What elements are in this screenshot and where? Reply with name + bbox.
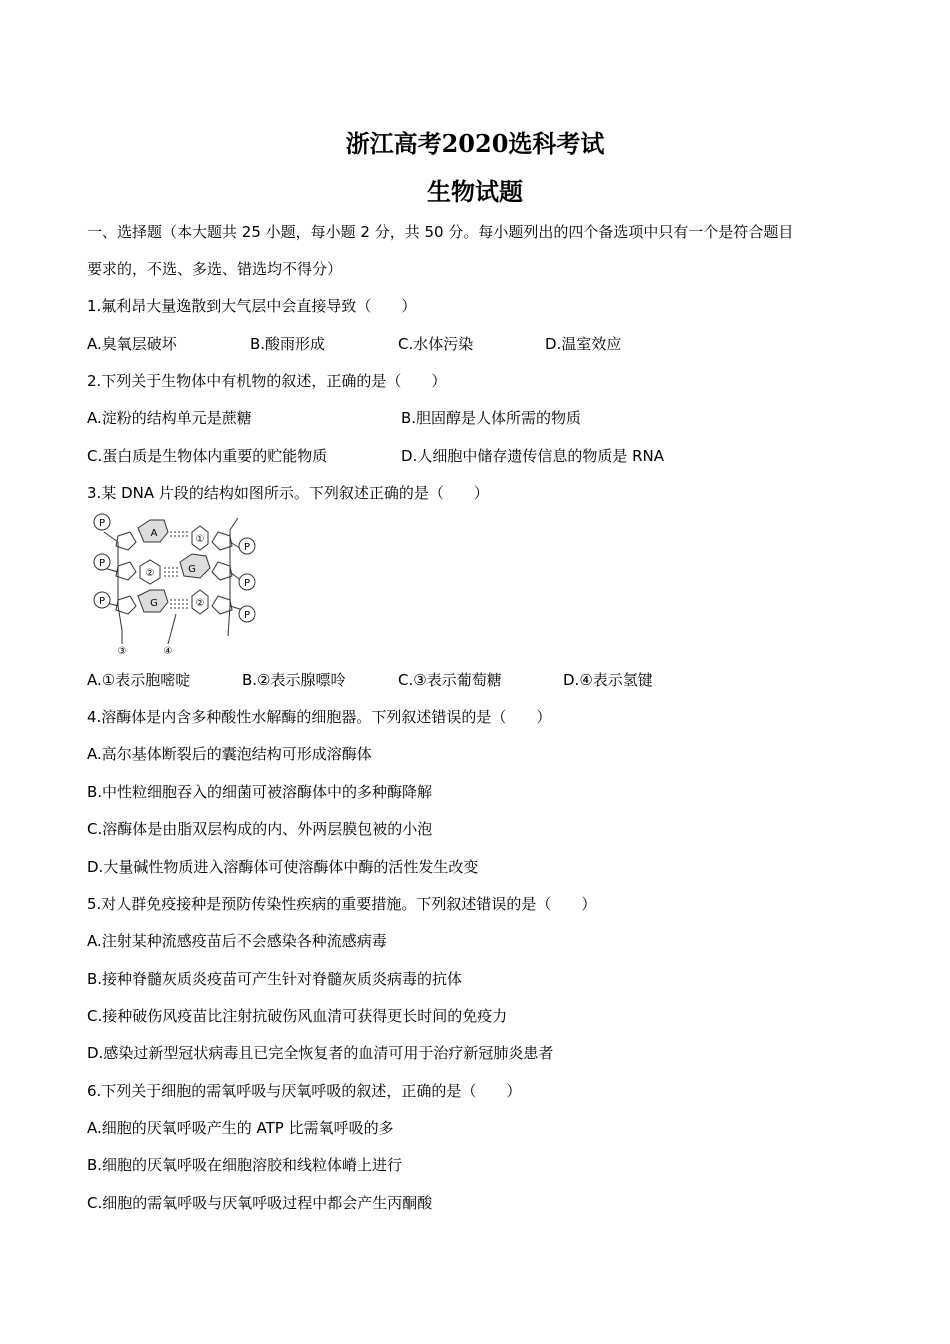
section-intro-line-1: 一、选择题（本大题共 25 小题，每小题 2 分，共 50 分。每小题列出的四个备选项中只有一个是符合题目 <box>87 223 794 241</box>
question-5-option-b: B.接种脊髓灰质炎疫苗可产生针对脊髓灰质炎病毒的抗体 <box>87 970 463 988</box>
question-5-stem: 5.对人群免疫接种是预防传染性疾病的重要措施。下列叙述错误的是（ ） <box>87 895 597 913</box>
label-4: ④ <box>163 646 173 657</box>
dna-structure-figure <box>88 510 263 660</box>
question-3-option-b: B.②表示腺嘌呤 <box>242 671 346 689</box>
question-5-option-c: C.接种破伤风疫苗比注射抗破伤风血清可获得更长时间的免疫力 <box>87 1007 508 1025</box>
question-2-option-b: B.胆固醇是人体所需的物质 <box>401 409 582 427</box>
question-3-option-a: A.①表示胞嘧啶 <box>87 671 191 689</box>
question-6-option-c: C.细胞的需氧呼吸与厌氧呼吸过程中都会产生丙酮酸 <box>87 1194 433 1212</box>
question-6-stem: 6.下列关于细胞的需氧呼吸与厌氧呼吸的叙述，正确的是（ ） <box>87 1082 522 1100</box>
label-phosphate-5: P <box>243 578 251 589</box>
question-4-option-d: D.大量碱性物质进入溶酶体可使溶酶体中酶的活性发生改变 <box>87 858 479 876</box>
page-subtitle: 生物试题 <box>427 177 523 206</box>
label-base-a: A <box>150 528 158 539</box>
question-1-stem: 1.氟利昂大量逸散到大气层中会直接导致（ ） <box>87 297 417 315</box>
question-4-option-c: C.溶酶体是由脂双层构成的内、外两层膜包被的小泡 <box>87 820 433 838</box>
question-3-option-d: D.④表示氢键 <box>563 671 653 689</box>
label-phosphate-6: P <box>243 610 251 621</box>
question-2-option-c: C.蛋白质是生物体内重要的贮能物质 <box>87 447 328 465</box>
question-4-stem: 4.溶酶体是内含多种酸性水解酶的细胞器。下列叙述错误的是（ ） <box>87 708 552 726</box>
label-base-2-top: ② <box>145 568 155 579</box>
label-phosphate-3: P <box>98 596 106 607</box>
section-intro-line-2: 要求的，不选、多选、错选均不得分） <box>87 260 343 278</box>
label-3: ③ <box>117 646 127 657</box>
question-3-stem: 3.某 DNA 片段的结构如图所示。下列叙述正确的是（ ） <box>87 484 489 502</box>
label-phosphate-2: P <box>98 558 106 569</box>
question-6-option-a: A.细胞的厌氧呼吸产生的 ATP 比需氧呼吸的多 <box>87 1119 394 1137</box>
question-3-option-c: C.③表示葡萄糖 <box>398 671 502 689</box>
label-base-2-bottom: ② <box>195 598 205 609</box>
question-4-option-b: B.中性粒细胞吞入的细菌可被溶酶体中的多种酶降解 <box>87 783 433 801</box>
page-title: 浙江高考2020选科考试 <box>345 129 605 158</box>
question-1-option-a: A.臭氧层破坏 <box>87 335 177 353</box>
question-2-stem: 2.下列关于生物体中有机物的叙述，正确的是（ ） <box>87 372 447 390</box>
label-phosphate-4: P <box>243 542 251 553</box>
question-1-option-c: C.水体污染 <box>398 335 474 353</box>
label-base-g-top: G <box>188 564 196 575</box>
question-2-option-a: A.淀粉的结构单元是蔗糖 <box>87 409 252 427</box>
question-4-option-a: A.高尔基体断裂后的囊泡结构可形成溶酶体 <box>87 745 372 763</box>
question-2-option-d: D.人细胞中储存遗传信息的物质是 RNA <box>401 447 664 465</box>
label-base-1: ① <box>195 534 205 545</box>
question-1-option-d: D.温室效应 <box>545 335 622 353</box>
label-phosphate-1: P <box>98 518 106 529</box>
question-6-option-b: B.细胞的厌氧呼吸在细胞溶胶和线粒体嵴上进行 <box>87 1156 403 1174</box>
question-5-option-a: A.注射某种流感疫苗后不会感染各种流感病毒 <box>87 932 387 950</box>
label-base-g-bottom: G <box>150 598 158 609</box>
question-1-option-b: B.酸雨形成 <box>250 335 326 353</box>
question-5-option-d: D.感染过新型冠状病毒且已完全恢复者的血清可用于治疗新冠肺炎患者 <box>87 1044 554 1062</box>
